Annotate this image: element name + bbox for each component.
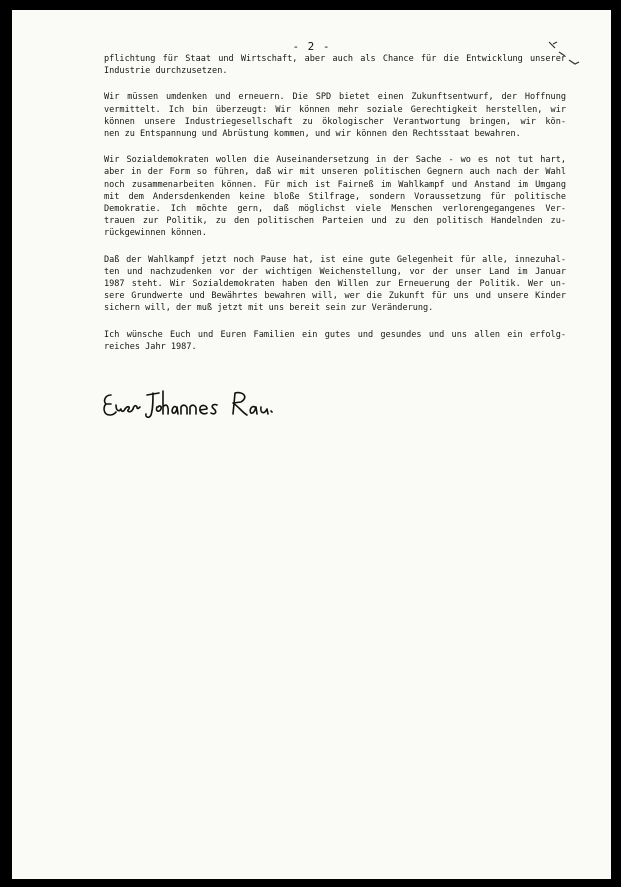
- text-line: Wir müssen umdenken und erneuern. Die SPD bietet einen Zukunftsentwurf, der Hoffnung: [104, 92, 566, 103]
- text-line: noch zusammenarbeiten können. Für mich ist Fairneß im Wahlkampf und Anstand im Umgang: [104, 179, 566, 190]
- text-line: sichern will, der muß jetzt mit uns bereit sein zur Veränderung.: [104, 303, 434, 314]
- paragraph: [104, 329, 566, 353]
- text-line: Demokratie. Ich möchte gern, daß möglichst viele Menschen verlorengegangenes Ver-: [104, 204, 566, 215]
- paragraph: [104, 53, 566, 77]
- text-line: aber in der Form so führen, daß wir mit unseren politischen Gegnern auch nach der Wahl: [104, 167, 566, 178]
- letter-body: [104, 53, 566, 367]
- text-line: reiches Jahr 1987.: [104, 341, 197, 352]
- signature: [101, 387, 301, 421]
- paragraph: [104, 154, 566, 239]
- document-page: [12, 10, 611, 879]
- text-line: ten und nachzudenken vor der wichtigen Weichenstellung, vor der unser Land im Januar: [104, 266, 566, 277]
- text-line: vermittelt. Ich bin überzeugt: Wir können mehr soziale Gerechtigkeit herstellen, wir: [104, 104, 566, 115]
- paragraph: [104, 254, 566, 315]
- text-line: sere Grundwerte und Bewährtes bewahren will, wer die Zukunft für uns und unsere Kinder: [104, 291, 566, 302]
- text-line: Ich wünsche Euch und Euren Familien ein gutes und gesundes und uns allen ein erfolg-: [104, 329, 566, 340]
- text-line: mit dem Andersdenkenden keine bloße Stilfrage, sondern Voraussetzung für politische: [104, 191, 566, 202]
- text-line: können unsere Industriegesellschaft zu ökologischer Verantwortung bringen, wir kön-: [104, 116, 566, 127]
- text-line: 1987 steht. Wir Sozialdemokraten haben den Willen zur Erneuerung der Politik. Wer un-: [104, 279, 566, 290]
- text-line: trauen zur Politik, zu den politischen Parteien und zu den politisch Handelnden zu-: [104, 216, 566, 227]
- text-line: Industrie durchzusetzen.: [104, 66, 228, 77]
- text-line: rückgewinnen können.: [104, 228, 207, 239]
- text-line: pflichtung für Staat und Wirtschaft, aber auch als Chance für die Entwicklung unserer: [104, 54, 566, 64]
- text-line: Daß der Wahlkampf jetzt noch Pause hat, ist eine gute Gelegenheit für alle, innezuhal-: [104, 254, 566, 265]
- text-line: nen zu Entspannung und Abrüstung kommen, und wir können den Rechtsstaat bewahren.: [104, 129, 521, 140]
- text-line: Wir Sozialdemokraten wollen die Auseinandersetzung in der Sache - wo es not tut hart,: [104, 155, 566, 166]
- paragraph: [104, 91, 566, 140]
- page-number: - 2 -: [292, 40, 331, 53]
